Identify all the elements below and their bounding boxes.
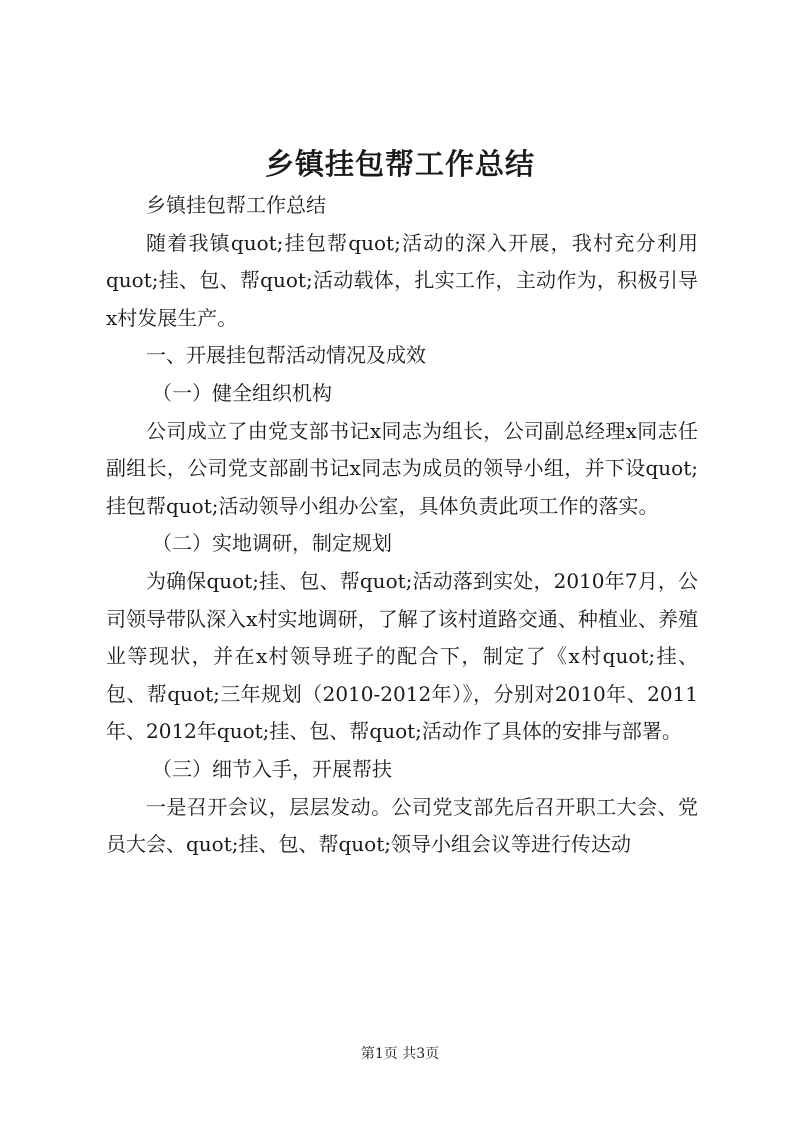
subsection-heading: （二）实地调研，制定规划 bbox=[152, 531, 392, 556]
document-body bbox=[106, 187, 698, 864]
subsection-heading: （一）健全组织机构 bbox=[152, 380, 332, 405]
subtitle-paragraph: 乡镇挂包帮工作总结 bbox=[146, 193, 326, 217]
section-heading: 一、开展挂包帮活动情况及成效 bbox=[146, 343, 426, 368]
body-paragraph: 为确保quot;挂、包、帮quot;活动落到实处，2010年7月，公司领导带队深入x村实地调研，了解了该村道路交通、种植业、养殖业等现状，并在x村领导班子的配合下，制定了《x村quot;挂、包、帮quot;三年规划（2010-2012年）》，分别对2010年、2011年、2012年quot;挂、包、帮quot;活动作了具体的安排与部署。 bbox=[106, 568, 698, 744]
subsection-heading: （三）细节入手，开展帮扶 bbox=[152, 756, 392, 781]
page-number-footer: 第1页 共3页 bbox=[360, 1046, 440, 1062]
body-paragraph: 公司成立了由党支部书记x同志为组长，公司副总经理x同志任副组长，公司党支部副书记x同志为成员的领导小组，并下设quot;挂包帮quot;活动领导小组办公室，具体负责此项工作的落实。 bbox=[106, 418, 698, 518]
body-paragraph: 一是召开会议，层层发动。公司党支部先后召开职工大会、党员大会、quot;挂、包、帮quot;领导小组会议等进行传达动 bbox=[106, 794, 698, 857]
document-title: 乡镇挂包帮工作总结 bbox=[264, 147, 535, 181]
body-paragraph: 随着我镇quot;挂包帮quot;活动的深入开展，我村充分利用quot;挂、包、帮quot;活动载体，扎实工作，主动作为，积极引导x村发展生产。 bbox=[106, 230, 698, 330]
